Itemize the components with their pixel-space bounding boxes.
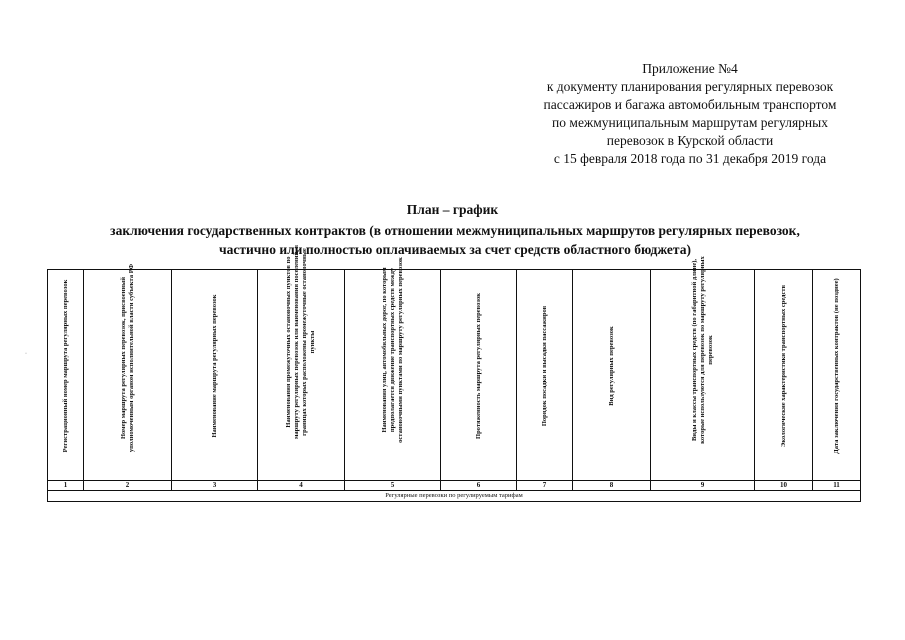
column-header-11 xyxy=(813,270,861,481)
column-header-9 xyxy=(651,256,755,481)
column-header-7 xyxy=(517,270,573,481)
column-number: 10 xyxy=(755,481,813,491)
document-subtitle xyxy=(40,221,870,259)
column-header-text: Наименование маршрута регулярных перевозок xyxy=(210,294,218,438)
subtitle-line: заключения государственных контрактов (в отношении межмуниципальных маршрутов регулярных перевозок, xyxy=(110,223,800,238)
column-header-text: Вид регулярных перевозок xyxy=(607,326,615,406)
appendix-line: к документу планирования регулярных перевозок xyxy=(546,79,834,94)
column-header-text: Виды и классы транспортных средств (по габаритной длине), которые используются для перевозок по маршруту регулярных перевозок xyxy=(690,256,714,444)
column-header-3 xyxy=(172,270,258,481)
column-number: 6 xyxy=(441,481,517,491)
column-number: 2 xyxy=(84,481,172,491)
column-header-text: Наименования промежуточных остановочных пунктов по маршруту регулярных перевозок или наименования поселений, в границах которых расположены промежуточные остановочные пункты xyxy=(285,245,316,439)
column-header-text: Дата заключения государственных контрактов (не позднее) xyxy=(832,278,840,454)
column-number: 11 xyxy=(813,481,861,491)
column-number-row xyxy=(48,481,861,491)
column-number: 3 xyxy=(172,481,258,491)
column-header-2 xyxy=(84,263,172,481)
column-header-text: Наименования улиц, автомобильных дорог, по которым предполагается движение транспортных средств между остановочными пунктами по маршруту регулярных перевозок xyxy=(380,257,404,443)
column-header-text: Номер маршрута регулярных перевозок, присвоенный уполномоченным органом исполнительной власти субъекта РФ xyxy=(119,263,135,453)
stray-mark: · xyxy=(25,351,27,357)
column-header-10 xyxy=(755,270,813,481)
column-header-8 xyxy=(573,270,651,481)
column-header-6 xyxy=(441,270,517,481)
header-row xyxy=(48,270,861,481)
column-header-4 xyxy=(258,245,345,481)
column-number: 5 xyxy=(345,481,441,491)
column-header-text: Регистрационный номер маршрута регулярных перевозок xyxy=(61,279,69,453)
appendix-line: Приложение №4 xyxy=(642,61,738,76)
column-number: 7 xyxy=(517,481,573,491)
column-header-1 xyxy=(48,270,84,481)
column-number: 1 xyxy=(48,481,84,491)
column-number: 4 xyxy=(258,481,345,491)
column-header-text: Протяженность маршрута регулярных перевозок xyxy=(474,293,482,439)
column-header-text: Экологические характеристики транспортных средств xyxy=(779,284,787,448)
column-header-5 xyxy=(345,257,441,481)
appendix-line: с 15 февраля 2018 года по 31 декабря 2019 года xyxy=(553,151,827,166)
section-row xyxy=(48,491,861,502)
column-header-text: Порядок посадки и высадки пассажиров xyxy=(540,305,548,427)
appendix-line: пассажиров и багажа автомобильным транспортом xyxy=(543,97,837,112)
section-label: Регулярные перевозки по регулируемым тарифам xyxy=(48,491,861,502)
appendix-block xyxy=(480,60,900,168)
appendix-line: перевозок в Курской области xyxy=(606,133,774,148)
document-title: План – график xyxy=(406,202,499,217)
subtitle-line: частично или полностью оплачиваемых за счет средств областного бюджета) xyxy=(219,242,691,257)
appendix-line: по межмуниципальным маршрутам регулярных xyxy=(552,115,828,130)
column-number: 8 xyxy=(573,481,651,491)
column-number: 9 xyxy=(651,481,755,491)
